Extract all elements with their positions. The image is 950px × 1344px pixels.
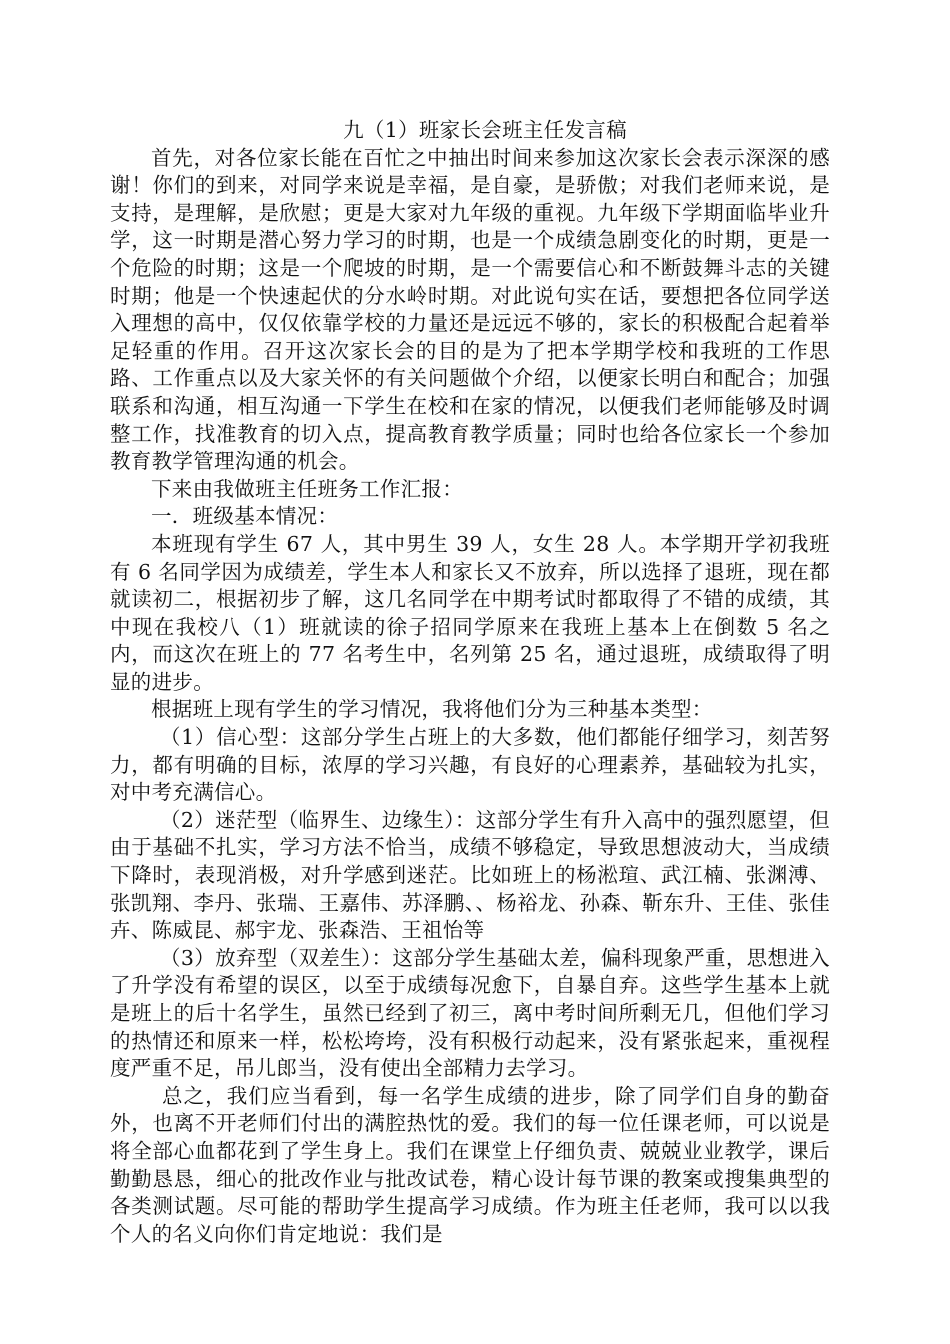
paragraph-type-giving-up: （3）放弃型（双差生）：这部分学生基础太差，偏科现象严重，思想进入了升学没有希望的误区，以至于成绩每况愈下，自暴自弃。这些学生基本上就是班上的后十名学生，虽然已经到了初三，离中考时间所剩无几，但他们学习的热情还和原来一样，松松垮垮，没有积极行动起来，没有紧张起来，重视程度严重不足，吊儿郎当，没有使出全部精力去学习。 xyxy=(110,945,830,1081)
paragraph-class-info: 本班现有学生 67 人，其中男生 39 人，女生 28 人。本学期开学初我班有 6 名同学因为成绩差，学生本人和家长又不放弃，所以选择了退班，现在都就读初二，根据初步了解，这几名同学在中期考试时都取得了不错的成绩，其中现在我校八（1）班就读的徐子招同学原来在我班上基本上在倒数 5 名之内，而这次在班上的 77 名考生中，名列第 25 名，通过退班，成绩取得了明显的进步。 xyxy=(110,531,830,694)
paragraph-type-confused: （2）迷茫型（临界生、边缘生）：这部分学生有升入高中的强烈愿望，但由于基础不扎实，学习方法不恰当，成绩不够稳定，导致思想波动大，当成绩下降时，表现消极，对升学感到迷茫。比如班上的杨淞瑄、武江楠、张渊溥、张凯翔、李丹、张瑞、王嘉伟、苏泽鹏、、杨裕龙、孙森、靳东升、王佳、张佳卉、陈威昆、郝宇龙、张森浩、王祖怡等 xyxy=(110,807,830,943)
paragraph-student-types: 根据班上现有学生的学习情况，我将他们分为三种基本类型： xyxy=(151,697,713,722)
paragraph-type-confident: （1）信心型：这部分学生占班上的大多数，他们都能仔细学习，刻苦努力，都有明确的目标，浓厚的学习兴趣，有良好的心理素养，基础较为扎实，对中考充满信心。 xyxy=(110,725,830,805)
paragraph-summary: 总之，我们应当看到，每一名学生成绩的进步，除了同学们自身的勤奋外，也离不开老师们付出的满腔热忱的爱。我们的每一位任课老师，可以说是将全部心血都花到了学生身上。我们在课堂上仔细负责、兢兢业业教学，课后勤勤恳恳，细心的批改作业与批改试卷，精心设计每节课的教案或搜集典型的各类测试题。尽可能的帮助学生提高学习成绩。作为班主任老师，我可以以我个人的名义向你们肯定地说：我们是 xyxy=(110,1083,830,1246)
paragraph-opening: 首先，对各位家长能在百忙之中抽出时间来参加这次家长会表示深深的感谢！你们的到来，对同学来说是幸福，是自豪，是骄傲；对我们老师来说，是支持，是理解，是欣慰；更是大家对九年级的重视。九年级下学期面临毕业升学，这一时期是潜心努力学习的时期，也是一个成绩急剧变化的时期，更是一个危险的时期；这是一个爬坡的时期，是一个需要信心和不断鼓舞斗志的关键时期；他是一个快速起伏的分水岭时期。对此说句实在话，要想把各位同学送入理想的高中，仅仅依靠学校的力量还是远远不够的，家长的积极配合起着举足轻重的作用。召开这次家长会的目的是为了把本学期学校和我班的工作思路、工作重点以及大家关怀的有关问题做个介绍，以便家长明白和配合；加强联系和沟通，相互沟通一下学生在校和在家的情况，以便我们老师能够及时调整工作，找准教育的切入点，提高教育教学质量；同时也给各位家长一个参加教育教学管理沟通的机会。 xyxy=(110,145,830,474)
paragraph-report-intro: 下来由我做班主任班务工作汇报： xyxy=(151,476,463,501)
section-heading-class-info: 一．班级基本情况： xyxy=(151,504,339,529)
document-page xyxy=(110,117,830,1248)
document-title: 九（1）班家长会班主任发言稿 xyxy=(343,118,627,142)
